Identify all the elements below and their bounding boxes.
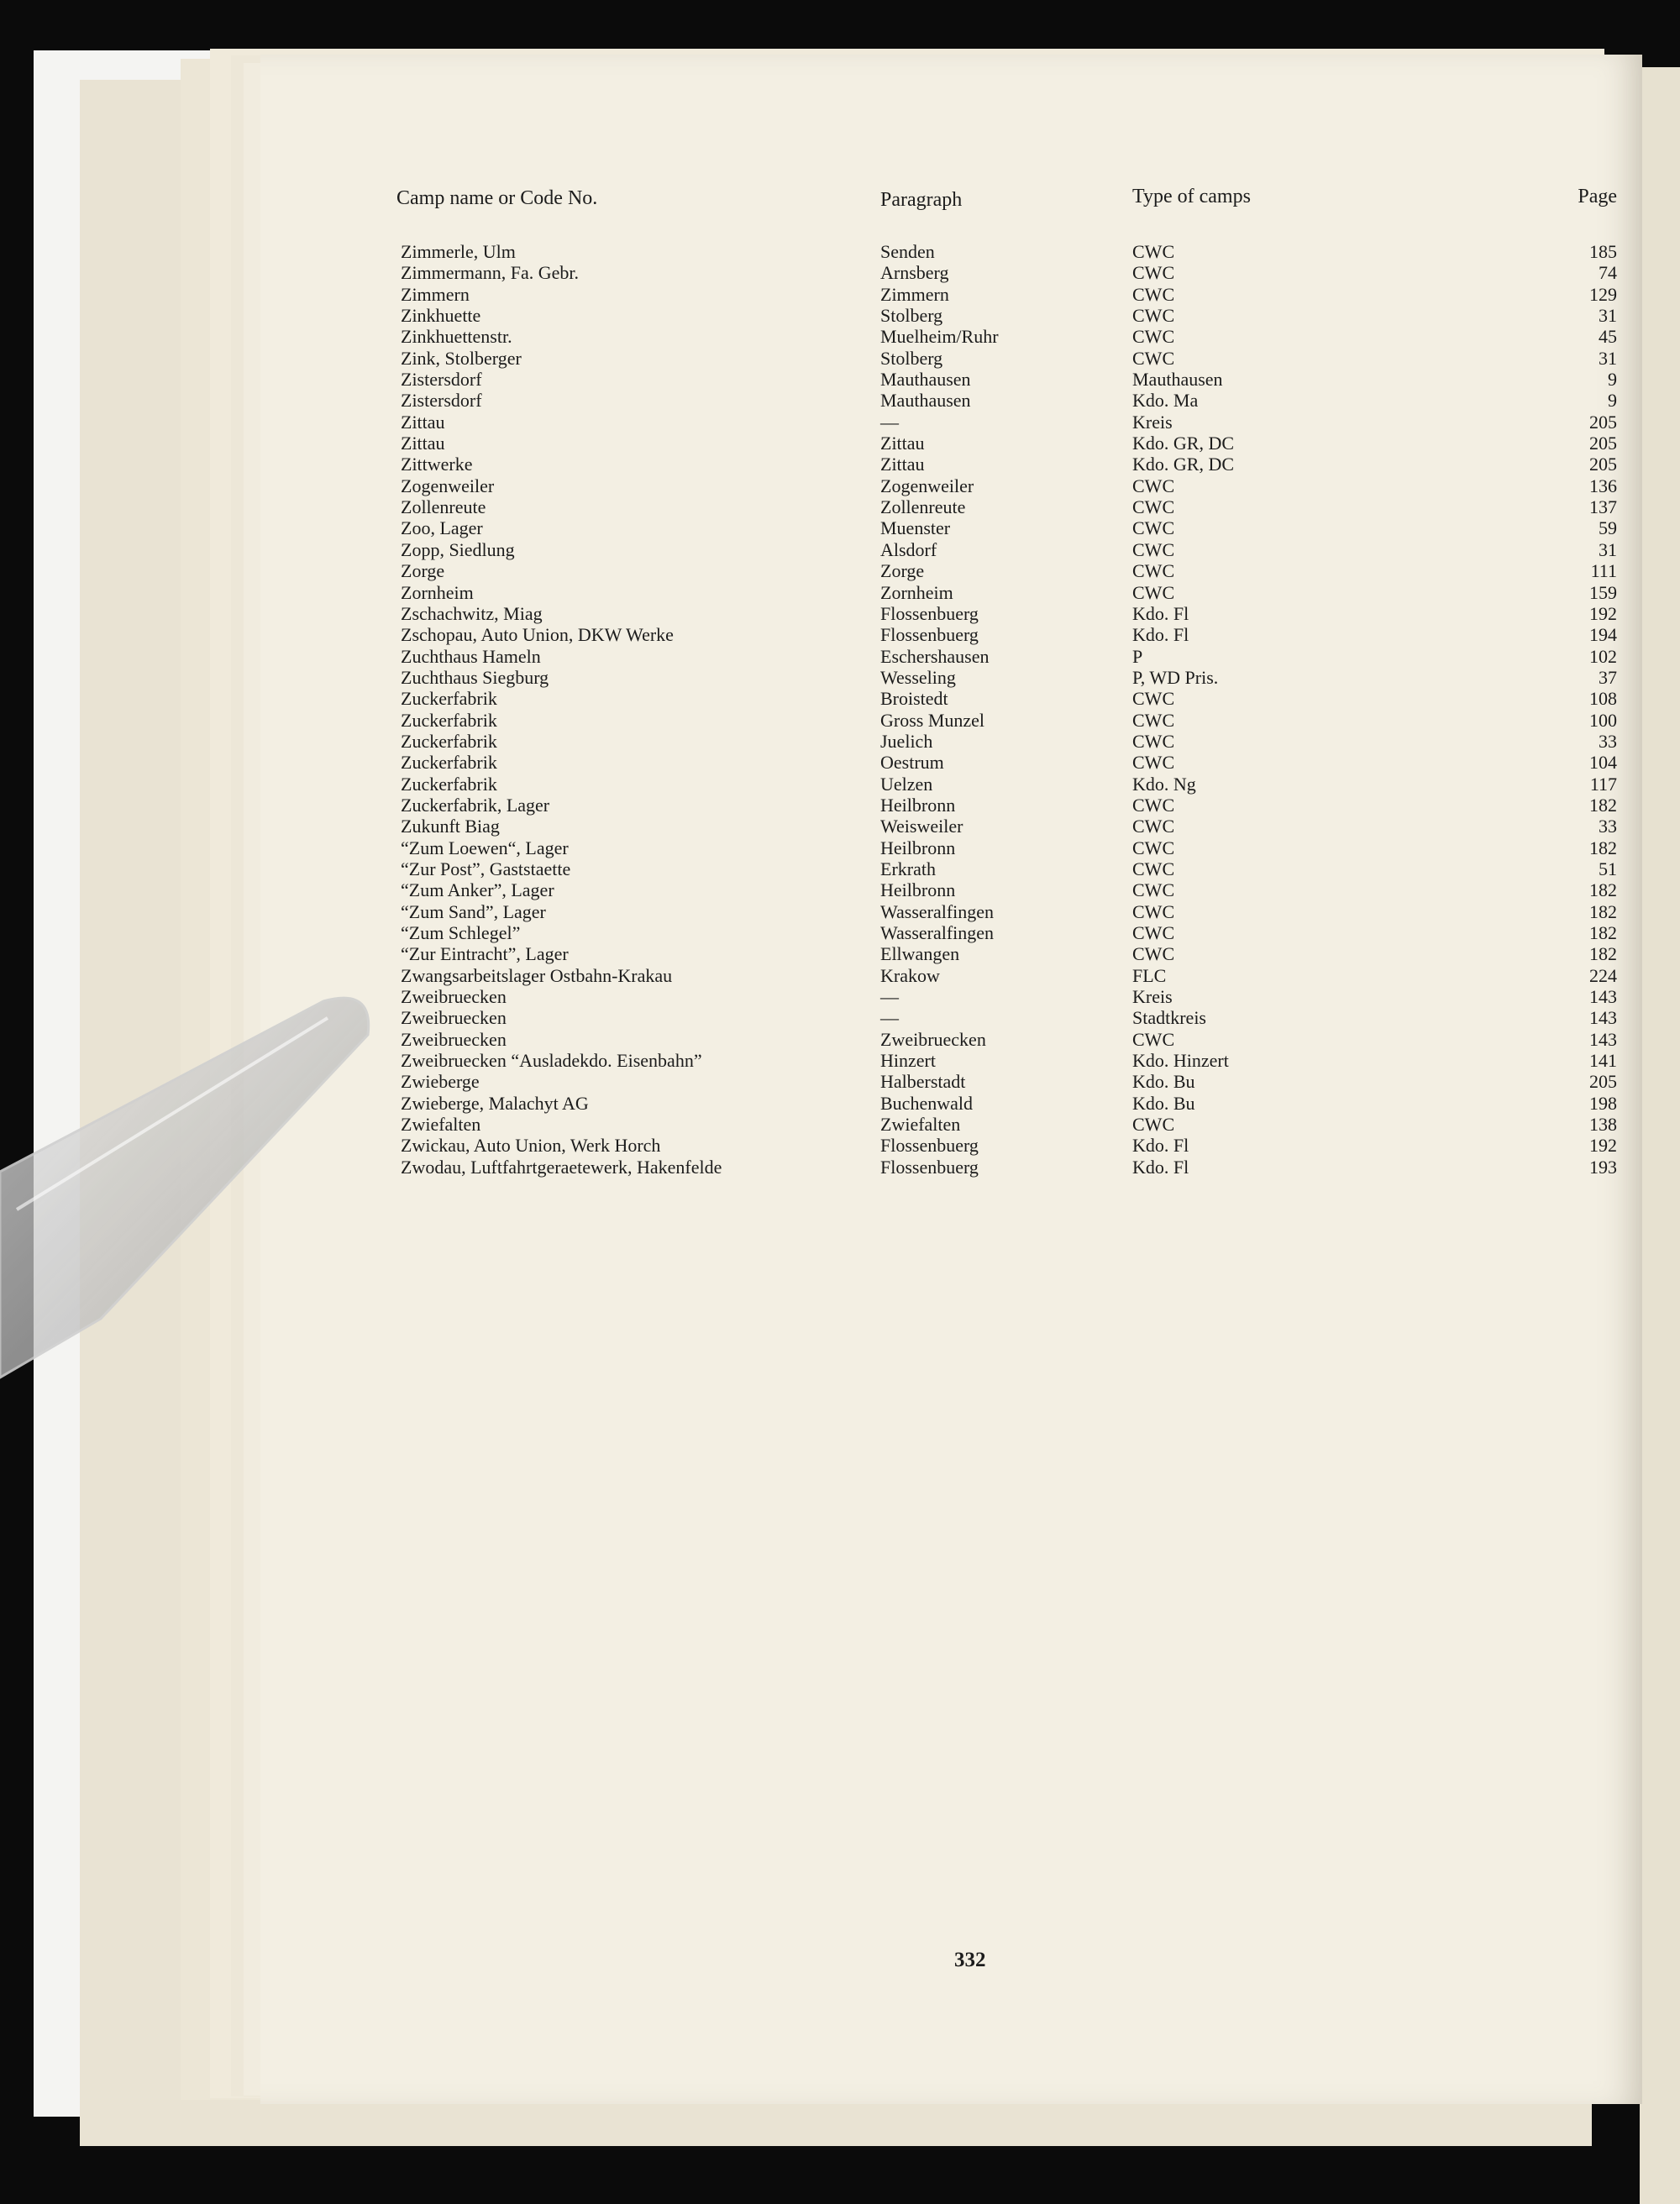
page-number: 332 [954,1949,986,1971]
page-ref-cell: 74 [1599,262,1617,284]
camp-type-cell: CWC [1132,837,1175,858]
paragraph-cell: Zwiefalten [880,1114,961,1136]
camp-name-cell: Zwangsarbeitslager Ostbahn-Krakau [401,964,673,986]
camp-type-cell: Kreis [1132,411,1173,433]
camp-name-cell: Zinkhuettenstr. [401,326,512,348]
page-ref-cell: 185 [1589,241,1617,262]
page-ref-cell: 104 [1589,752,1617,774]
camp-type-cell: CWC [1132,879,1175,901]
page-ref-cell: 129 [1589,283,1617,305]
page-ref-cell: 205 [1589,1071,1617,1093]
table-row [260,241,1642,262]
paragraph-cell: Zogenweiler [880,475,974,496]
table-row [260,1029,1642,1050]
table-row [260,816,1642,837]
camp-name-cell: Zistersdorf [401,390,482,412]
camp-type-cell: CWC [1132,347,1175,369]
paragraph-cell: — [880,411,899,433]
page-ref-cell: 205 [1589,433,1617,454]
page-ref-cell: 31 [1599,305,1617,327]
page-ref-cell: 182 [1589,794,1617,816]
table-row [260,326,1642,347]
camp-type-cell: CWC [1132,326,1175,348]
paragraph-cell: Zweibruecken [880,1028,986,1050]
page-ref-cell: 205 [1589,454,1617,475]
table-row [260,774,1642,795]
camp-type-cell: Stadtkreis [1132,1007,1206,1029]
paragraph-cell: Stolberg [880,305,943,327]
camp-name-cell: Zuchthaus Hameln [401,645,541,667]
paragraph-cell: Flossenbuerg [880,602,979,624]
paragraph-cell: Weisweiler [880,816,963,837]
paragraph-cell: Erkrath [880,858,936,879]
camp-type-cell: Kdo. Ma [1132,390,1199,412]
paragraph-cell: Flossenbuerg [880,624,979,646]
page-ref-cell: 182 [1589,879,1617,901]
page-ref-cell: 100 [1589,709,1617,731]
camp-type-cell: CWC [1132,262,1175,284]
paragraph-cell: Arnsberg [880,262,949,284]
camp-type-cell: CWC [1132,1028,1175,1050]
paragraph-cell: Broistedt [880,688,948,710]
camp-name-cell: Zschopau, Auto Union, DKW Werke [401,624,674,646]
camp-type-cell: Kdo. Fl [1132,1135,1189,1157]
table-row [260,795,1642,816]
camp-type-cell: CWC [1132,305,1175,327]
camp-type-cell: CWC [1132,581,1175,603]
page-ref-cell: 182 [1589,943,1617,965]
camp-type-cell: Mauthausen [1132,369,1223,391]
page-ref-cell: 205 [1589,411,1617,433]
table-row [260,1093,1642,1114]
table-row [260,752,1642,773]
paragraph-cell: Juelich [880,730,933,752]
page-ref-cell: 192 [1589,1135,1617,1157]
page-ref-cell: 182 [1589,900,1617,922]
page-ref-cell: 192 [1589,602,1617,624]
paragraph-cell: Flossenbuerg [880,1135,979,1157]
camp-name-cell: Zukunft Biag [401,816,500,837]
paragraph-cell: Wasseralfingen [880,922,995,943]
paragraph-cell: Wesseling [880,666,956,688]
page-ref-cell: 31 [1599,538,1617,560]
table-row [260,965,1642,986]
camp-name-cell: Zuckerfabrik, Lager [401,794,550,816]
page-ref-cell: 9 [1608,390,1617,412]
table-row [260,390,1642,411]
page-ref-cell: 59 [1599,517,1617,539]
camp-name-cell: Zimmermann, Fa. Gebr. [401,262,580,284]
table-row [260,305,1642,326]
page-ref-cell: 224 [1589,964,1617,986]
camp-name-cell: Zorge [401,560,445,582]
paragraph-cell: Mauthausen [880,390,971,412]
table-row [260,667,1642,688]
table-row [260,710,1642,731]
camp-name-cell: Zornheim [401,581,474,603]
camp-name-cell: Zwiefalten [401,1114,481,1136]
paragraph-cell: Heilbronn [880,879,956,901]
camp-name-cell: Zweibruecken [401,1028,507,1050]
table-row [260,1114,1642,1135]
table-row [260,922,1642,943]
table-row [260,624,1642,645]
paragraph-cell: Zittau [880,454,925,475]
document-page [260,55,1642,2104]
page-ref-cell: 33 [1599,816,1617,837]
header-page: Page [1578,186,1617,207]
camp-name-cell: Zwickau, Auto Union, Werk Horch [401,1135,661,1157]
page-ref-cell: 45 [1599,326,1617,348]
camp-type-cell: CWC [1132,816,1175,837]
camp-name-cell: “Zur Eintracht”, Lager [401,943,569,965]
table-row [260,943,1642,964]
camp-type-cell: CWC [1132,922,1175,943]
page-ref-cell: 198 [1589,1092,1617,1114]
camp-type-cell: CWC [1132,794,1175,816]
paragraph-cell: Heilbronn [880,837,956,858]
camp-name-cell: Zuckerfabrik [401,688,497,710]
table-row [260,1135,1642,1156]
table-row [260,1007,1642,1028]
table-row [260,879,1642,900]
page-ref-cell: 111 [1590,560,1617,582]
camp-type-cell: Kdo. GR, DC [1132,433,1235,454]
camp-type-cell: Kdo. Bu [1132,1092,1195,1114]
page-ref-cell: 138 [1589,1114,1617,1136]
table-row [260,433,1642,454]
paragraph-cell: Wasseralfingen [880,900,995,922]
camp-list [260,241,1642,1178]
paragraph-cell: Muenster [880,517,951,539]
table-row [260,348,1642,369]
camp-type-cell: Kdo. Fl [1132,602,1189,624]
page-ref-cell: 9 [1608,369,1617,391]
camp-name-cell: Zinkhuette [401,305,481,327]
camp-name-cell: Zwieberge [401,1071,480,1093]
camp-type-cell: Kdo. GR, DC [1132,454,1235,475]
paragraph-cell: Zornheim [880,581,953,603]
camp-type-cell: CWC [1132,730,1175,752]
table-row [260,603,1642,624]
table-row [260,369,1642,390]
camp-name-cell: Zimmern [401,283,470,305]
camp-type-cell: CWC [1132,538,1175,560]
camp-name-cell: Zweibruecken [401,986,507,1008]
paragraph-cell: — [880,986,899,1008]
table-row [260,539,1642,560]
camp-type-cell: Kdo. Bu [1132,1071,1195,1093]
table-row [260,582,1642,603]
page-ref-cell: 182 [1589,837,1617,858]
table-row [260,496,1642,517]
camp-name-cell: Zittau [401,433,445,454]
page-ref-cell: 117 [1589,773,1617,795]
paragraph-cell: Hinzert [880,1050,936,1072]
camp-type-cell: CWC [1132,709,1175,731]
paragraph-cell: Alsdorf [880,538,937,560]
camp-type-cell: CWC [1132,475,1175,496]
page-ref-cell: 143 [1589,986,1617,1008]
table-row [260,901,1642,922]
table-row [260,412,1642,433]
camp-type-cell: CWC [1132,1114,1175,1136]
camp-name-cell: Zuchthaus Siegburg [401,666,549,688]
camp-name-cell: Zogenweiler [401,475,495,496]
page-ref-cell: 159 [1589,581,1617,603]
camp-type-cell: P [1132,645,1143,667]
paragraph-cell: Muelheim/Ruhr [880,326,999,348]
camp-type-cell: FLC [1132,964,1167,986]
camp-name-cell: Zoo, Lager [401,517,483,539]
camp-name-cell: Zuckerfabrik [401,709,497,731]
camp-name-cell: Zistersdorf [401,369,482,391]
paragraph-cell: — [880,1007,899,1029]
camp-type-cell: P, WD Pris. [1132,666,1219,688]
page-ref-cell: 31 [1599,347,1617,369]
table-row [260,560,1642,581]
camp-type-cell: Kdo. Fl [1132,624,1189,646]
header-camp-name: Camp name or Code No. [396,187,598,209]
camp-type-cell: Kdo. Fl [1132,1156,1189,1178]
camp-name-cell: Zittau [401,411,445,433]
camp-name-cell: Zweibruecken “Ausladekdo. Eisenbahn” [401,1050,702,1072]
paragraph-cell: Gross Munzel [880,709,985,731]
camp-type-cell: Kreis [1132,986,1173,1008]
paragraph-cell: Zittau [880,433,925,454]
camp-name-cell: Zimmerle, Ulm [401,241,516,262]
camp-type-cell: Kdo. Hinzert [1132,1050,1229,1072]
camp-type-cell: Kdo. Ng [1132,773,1196,795]
camp-name-cell: Zopp, Siedlung [401,538,515,560]
page-ref-cell: 137 [1589,496,1617,518]
camp-type-cell: CWC [1132,943,1175,965]
camp-name-cell: Zweibruecken [401,1007,507,1029]
paragraph-cell: Stolberg [880,347,943,369]
paragraph-cell: Heilbronn [880,794,956,816]
camp-type-cell: CWC [1132,900,1175,922]
camp-type-cell: CWC [1132,241,1175,262]
paragraph-cell: Eschershausen [880,645,990,667]
camp-name-cell: “Zum Anker”, Lager [401,879,554,901]
page-ref-cell: 141 [1589,1050,1617,1072]
paragraph-cell: Uelzen [880,773,933,795]
page-ref-cell: 37 [1599,666,1617,688]
camp-type-cell: CWC [1132,560,1175,582]
camp-type-cell: CWC [1132,688,1175,710]
camp-name-cell: “Zum Sand”, Lager [401,900,546,922]
adjacent-page [1640,67,1680,2204]
table-row [260,454,1642,475]
table-row [260,986,1642,1007]
camp-name-cell: “Zum Schlegel” [401,922,521,943]
camp-name-cell: Zschachwitz, Miag [401,602,543,624]
table-row [260,475,1642,496]
paragraph-cell: Ellwangen [880,943,960,965]
table-row [260,688,1642,709]
paragraph-cell: Mauthausen [880,369,971,391]
table-row [260,646,1642,667]
table-row [260,284,1642,305]
paragraph-cell: Zollenreute [880,496,966,518]
paragraph-cell: Zorge [880,560,925,582]
camp-name-cell: Zollenreute [401,496,486,518]
camp-name-cell: “Zur Post”, Gaststaette [401,858,571,879]
camp-name-cell: Zittwerke [401,454,473,475]
table-row [260,1071,1642,1092]
table-row [260,837,1642,858]
camp-type-cell: CWC [1132,858,1175,879]
paragraph-cell: Senden [880,241,935,262]
camp-name-cell: Zwodau, Luftfahrtgeraetewerk, Hakenfelde [401,1156,722,1178]
page-ref-cell: 143 [1589,1028,1617,1050]
paragraph-cell: Buchenwald [880,1092,973,1114]
camp-name-cell: Zink, Stolberger [401,347,522,369]
paragraph-cell: Halberstadt [880,1071,966,1093]
table-row [260,262,1642,283]
paragraph-cell: Zimmern [880,283,949,305]
table-row [260,1157,1642,1178]
page-ref-cell: 193 [1589,1156,1617,1178]
page-ref-cell: 182 [1589,922,1617,943]
table-row [260,1050,1642,1071]
camp-name-cell: Zuckerfabrik [401,752,497,774]
page-ref-cell: 108 [1589,688,1617,710]
header-type: Type of camps [1132,186,1251,207]
camp-type-cell: CWC [1132,283,1175,305]
camp-type-cell: CWC [1132,752,1175,774]
camp-type-cell: CWC [1132,496,1175,518]
table-row [260,731,1642,752]
paragraph-cell: Oestrum [880,752,944,774]
page-ref-cell: 143 [1589,1007,1617,1029]
camp-name-cell: “Zum Loewen“, Lager [401,837,569,858]
table-row [260,517,1642,538]
page-ref-cell: 194 [1589,624,1617,646]
camp-name-cell: Zwieberge, Malachyt AG [401,1092,589,1114]
camp-type-cell: CWC [1132,517,1175,539]
page-ref-cell: 102 [1589,645,1617,667]
paragraph-cell: Flossenbuerg [880,1156,979,1178]
page-ref-cell: 136 [1589,475,1617,496]
paragraph-cell: Krakow [880,964,940,986]
camp-name-cell: Zuckerfabrik [401,730,497,752]
camp-name-cell: Zuckerfabrik [401,773,497,795]
header-paragraph: Paragraph [880,189,963,211]
table-row [260,858,1642,879]
page-ref-cell: 51 [1599,858,1617,879]
page-ref-cell: 33 [1599,730,1617,752]
